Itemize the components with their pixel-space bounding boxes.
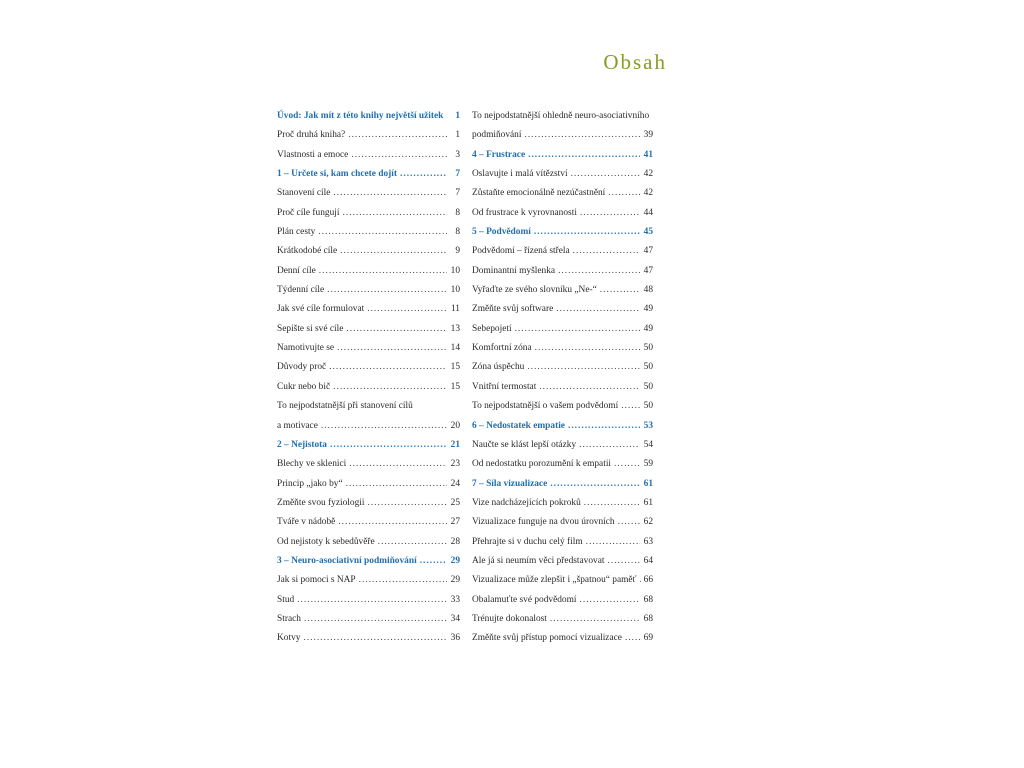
- toc-entry-title: Plán cesty: [277, 227, 316, 238]
- toc-entry-title: 4 – Frustrace: [472, 149, 526, 160]
- toc-entry: [472, 552, 653, 571]
- toc-entry: [277, 184, 460, 203]
- toc-entry-title: 3 – Neuro-asociativní podmiňování: [277, 555, 417, 566]
- toc-entry: [472, 320, 653, 339]
- toc-page-number: 34: [450, 613, 460, 624]
- toc-entry: [472, 610, 653, 629]
- toc-entry-title: podmiňování: [472, 130, 522, 141]
- toc-chapter-entry: [472, 146, 653, 165]
- toc-entry: [472, 107, 653, 126]
- toc-page-number: 15: [450, 362, 460, 373]
- toc-leader-dots: [534, 223, 640, 242]
- toc-entry-title: 1 – Určete si, kam chcete dojít: [277, 169, 398, 180]
- toc-entry-title: Zóna úspěchu: [472, 362, 525, 373]
- toc-leader-dots: [333, 184, 447, 203]
- toc-entry: [277, 397, 460, 416]
- toc-entry: [472, 242, 653, 261]
- toc-entry-title: Obalamuťte své podvědomí: [472, 594, 577, 605]
- toc-chapter-entry: [277, 107, 460, 126]
- toc-page-number: 11: [450, 304, 460, 315]
- toc-entry-title: Strach: [277, 613, 301, 624]
- toc-leader-dots: [556, 300, 640, 319]
- toc-entry: [472, 126, 653, 145]
- toc-leader-dots: [378, 533, 447, 552]
- toc-entry: [277, 146, 460, 165]
- toc-entry: [277, 378, 460, 397]
- toc-entry-title: Proč cíle fungují: [277, 207, 340, 218]
- toc-leader-dots: [618, 513, 640, 532]
- toc-entry: [277, 417, 460, 436]
- toc-leader-dots: [539, 378, 640, 397]
- toc-leader-dots: [333, 378, 447, 397]
- toc-chapter-entry: [472, 417, 653, 436]
- toc-leader-dots: [515, 320, 640, 339]
- toc-page-number: 3: [455, 149, 460, 160]
- toc-entry: [277, 571, 460, 590]
- toc-entry: [472, 339, 653, 358]
- toc-entry: [277, 281, 460, 300]
- toc-page-number: 7: [455, 169, 460, 180]
- toc-entry-title: Komfortní zóna: [472, 343, 532, 354]
- toc-leader-dots: [327, 281, 447, 300]
- toc-leader-dots: [330, 436, 447, 455]
- toc-page-number: 54: [643, 439, 653, 450]
- toc-entry: [277, 533, 460, 552]
- toc-page-number: 24: [450, 478, 460, 489]
- toc-leader-dots: [340, 242, 447, 261]
- toc-right-column: [472, 107, 653, 649]
- toc-page-number: 23: [450, 459, 460, 470]
- toc-entry-title: 7 – Síla vizualizace: [472, 478, 548, 489]
- toc-page-number: 15: [450, 381, 460, 392]
- toc-page-number: 66: [643, 575, 653, 586]
- toc-entry: [472, 513, 653, 532]
- toc-entry-title: 2 – Nejistota: [277, 439, 327, 450]
- toc-entry: [472, 571, 653, 590]
- toc-leader-dots: [558, 262, 640, 281]
- toc-entry: [277, 126, 460, 145]
- toc-entry-title: Vyřaďte ze svého slovníku „Ne-“: [472, 285, 597, 296]
- toc-page-number: 27: [450, 517, 460, 528]
- toc-page-number: 45: [643, 227, 653, 238]
- toc-entry-title: Ale já si neumím věci představovat: [472, 555, 605, 566]
- toc-page-number: 69: [643, 633, 653, 644]
- toc-entry-title: Blechy ve sklenici: [277, 459, 347, 470]
- toc-page-number: 49: [643, 323, 653, 334]
- toc-page-number: 44: [643, 207, 653, 218]
- toc-entry-title: Od nedostatku porozumění k empatii: [472, 459, 612, 470]
- toc-leader-dots: [580, 591, 640, 610]
- toc-entry: [472, 204, 653, 223]
- toc-entry-title: Důvody proč: [277, 362, 327, 373]
- toc-entry: [472, 436, 653, 455]
- toc-entry: [472, 378, 653, 397]
- toc-entry-title: Od frustrace k vyrovnanosti: [472, 207, 577, 218]
- toc-page-number: 49: [643, 304, 653, 315]
- toc-entry: [472, 358, 653, 377]
- toc-entry: [277, 494, 460, 513]
- toc-page-number: 53: [643, 420, 653, 431]
- toc-leader-dots: [338, 513, 447, 532]
- toc-leader-dots: [303, 629, 447, 648]
- toc-leader-dots: [346, 320, 447, 339]
- toc-entry: [277, 513, 460, 532]
- toc-chapter-entry: [472, 475, 653, 494]
- toc-entry: [472, 494, 653, 513]
- toc-leader-dots: [571, 165, 640, 184]
- toc-page-number: 50: [643, 362, 653, 373]
- toc-entry-title: Cukr nebo bič: [277, 381, 331, 392]
- toc-entry-title: Dominantní myšlenka: [472, 265, 556, 276]
- toc-entry-title: Vizualizace může zlepšit i „špatnou“ paměť: [472, 575, 637, 586]
- toc-leader-dots: [348, 126, 447, 145]
- toc-page-number: 61: [643, 478, 653, 489]
- toc-leader-dots: [550, 475, 640, 494]
- toc-leader-dots: [297, 591, 447, 610]
- toc-entry: [472, 397, 653, 416]
- toc-leader-dots: [528, 146, 640, 165]
- toc-leader-dots: [359, 571, 447, 590]
- toc-entry: [277, 262, 460, 281]
- toc-leader-dots: [600, 281, 640, 300]
- toc-entry-title: Sebepojetí: [472, 323, 512, 334]
- toc-page-number: 39: [643, 130, 653, 141]
- toc-entry: [472, 629, 653, 648]
- toc-entry: [277, 339, 460, 358]
- toc-entry: [277, 358, 460, 377]
- toc-entry-title: Trénujte dokonalost: [472, 613, 547, 624]
- toc-leader-dots: [614, 455, 640, 474]
- toc-leader-dots: [580, 204, 640, 223]
- toc-page-number: 41: [643, 149, 653, 160]
- toc-leader-dots: [343, 204, 448, 223]
- toc-entry-title: Krátkodobé cíle: [277, 246, 338, 257]
- page-title: Obsah: [603, 50, 667, 74]
- toc-page-number: 61: [643, 497, 653, 508]
- toc-entry-title: Přehrajte si v duchu celý film: [472, 536, 583, 547]
- toc-entry-title: Stud: [277, 594, 295, 605]
- toc-leader-dots: [319, 262, 447, 281]
- toc-page-number: 10: [450, 285, 460, 296]
- toc-entry: [472, 184, 653, 203]
- toc-entry-title: Oslavujte i malá vítězství: [472, 169, 568, 180]
- toc-entry: [277, 629, 460, 648]
- toc-leader-dots: [527, 358, 640, 377]
- toc-leader-dots: [586, 533, 640, 552]
- toc-page-number: 9: [455, 246, 460, 257]
- toc-page-number: 29: [450, 555, 460, 566]
- toc-leader-dots: [351, 146, 447, 165]
- toc-chapter-entry: [277, 436, 460, 455]
- toc-entry: [277, 475, 460, 494]
- toc-leader-dots: [318, 223, 447, 242]
- toc-page-number: 21: [450, 439, 460, 450]
- toc-entry-title: 6 – Nedostatek empatie: [472, 420, 565, 431]
- toc-entry: [277, 223, 460, 242]
- toc-page-number: 28: [450, 536, 460, 547]
- toc-page-number: 7: [455, 188, 460, 199]
- toc-entry-title: To nejpodstatnější o vašem podvědomí: [472, 401, 619, 412]
- toc-page-number: 20: [450, 420, 460, 431]
- toc-leader-dots: [321, 417, 447, 436]
- toc-entry-title: Princip „jako by“: [277, 478, 343, 489]
- toc-chapter-entry: [277, 552, 460, 571]
- toc-entry: [277, 591, 460, 610]
- toc-page-number: 42: [643, 188, 653, 199]
- toc-page-number: 68: [643, 594, 653, 605]
- toc-entry-title: a motivace: [277, 420, 318, 431]
- toc-entry: [277, 242, 460, 261]
- toc-page-number: 68: [643, 613, 653, 624]
- toc-entry-title: Tváře v nádobě: [277, 517, 336, 528]
- toc-entry: [472, 262, 653, 281]
- toc-page-number: 59: [643, 459, 653, 470]
- toc-leader-dots: [367, 300, 447, 319]
- toc-leader-dots: [337, 339, 447, 358]
- toc-leader-dots: [625, 629, 640, 648]
- toc-entry-title: Změňte svou fyziologii: [277, 497, 365, 508]
- toc-entry: [472, 455, 653, 474]
- toc-entry-title: Změňte svůj přístup pomocí vizualizace: [472, 633, 622, 644]
- toc-page-number: 47: [643, 265, 653, 276]
- toc-leader-dots: [349, 455, 447, 474]
- toc-page-number: 42: [643, 169, 653, 180]
- toc-entry-title: Podvědomí – řízená střela: [472, 246, 570, 257]
- toc-leader-dots: [346, 475, 447, 494]
- toc-leader-dots: [420, 552, 447, 571]
- toc-entry-title: Kotvy: [277, 633, 301, 644]
- toc-entry: [472, 165, 653, 184]
- toc-page-number: 8: [455, 207, 460, 218]
- toc-leader-dots: [579, 436, 640, 455]
- toc-page-number: 8: [455, 227, 460, 238]
- toc-entry-title: Vnitřní termostat: [472, 381, 537, 392]
- toc-entry-title: Změňte svůj software: [472, 304, 554, 315]
- toc-page-number: 62: [643, 517, 653, 528]
- toc-leader-dots: [584, 494, 640, 513]
- toc-entry-title: Proč druhá kniha?: [277, 130, 346, 141]
- toc-entry: [472, 591, 653, 610]
- toc-leader-dots: [621, 397, 640, 416]
- toc-entry-title: Od nejistoty k sebedůvěře: [277, 536, 375, 547]
- toc-leader-dots: [400, 165, 447, 184]
- toc-page-number: 33: [450, 594, 460, 605]
- toc-entry-title: Vlastnosti a emoce: [277, 149, 349, 160]
- toc-page-number: 50: [643, 343, 653, 354]
- toc-chapter-entry: [472, 223, 653, 242]
- toc-page-number: 64: [643, 555, 653, 566]
- toc-leader-dots: [608, 552, 640, 571]
- toc-page-number: 36: [450, 633, 460, 644]
- toc-entry-title: To nejpodstatnější při stanovení cílů: [277, 401, 413, 412]
- toc-entry-title: Vize nadcházejících pokroků: [472, 497, 581, 508]
- toc-leader-dots: [304, 610, 447, 629]
- toc-entry: [277, 204, 460, 223]
- toc-page-number: 25: [450, 497, 460, 508]
- toc-page-number: 50: [643, 401, 653, 412]
- toc-entry-title: Naučte se klást lepší otázky: [472, 439, 577, 450]
- toc-leader-dots: [524, 126, 640, 145]
- toc-page-number: 10: [450, 265, 460, 276]
- toc-page-number: 48: [643, 285, 653, 296]
- toc-leader-dots: [329, 358, 447, 377]
- toc-page-number: 29: [450, 575, 460, 586]
- toc-entry-title: Denní cíle: [277, 265, 316, 276]
- toc-leader-dots: [568, 417, 640, 436]
- toc-left-column: [277, 107, 460, 649]
- toc-entry: [277, 610, 460, 629]
- toc-leader-dots: [608, 184, 640, 203]
- toc-page-number: 63: [643, 536, 653, 547]
- toc-entry: [472, 533, 653, 552]
- toc-entry-title: Zůstaňte emocionálně nezúčastnění: [472, 188, 606, 199]
- toc-page-number: 1: [455, 130, 460, 141]
- toc-entry-title: Namotivujte se: [277, 343, 335, 354]
- toc-entry: [277, 320, 460, 339]
- toc-entry-title: 5 – Podvědomí: [472, 227, 531, 238]
- toc-entry-title: Sepište si své cíle: [277, 323, 344, 334]
- toc-entry-title: To nejpodstatnější ohledně neuro-asociativního: [472, 111, 650, 121]
- toc-page-number: 1: [455, 111, 460, 121]
- toc-chapter-entry: [277, 165, 460, 184]
- toc-leader-dots: [573, 242, 640, 261]
- toc-entry: [472, 281, 653, 300]
- toc-page-number: 50: [643, 381, 653, 392]
- toc-page-number: 47: [643, 246, 653, 257]
- toc-entry-title: Jak si pomoci s NAP: [277, 575, 356, 586]
- toc-entry-title: Vizualizace funguje na dvou úrovních: [472, 517, 615, 528]
- toc-entry: [277, 455, 460, 474]
- toc-entry-title: Stanovení cíle: [277, 188, 331, 199]
- toc-page-number: 14: [450, 343, 460, 354]
- toc-entry-title: Jak své cíle formulovat: [277, 304, 365, 315]
- toc-leader-dots: [535, 339, 640, 358]
- toc-leader-dots: [550, 610, 640, 629]
- toc-entry-title: Úvod: Jak mít z této knihy největší užitek: [277, 111, 444, 121]
- toc-entry: [277, 300, 460, 319]
- toc-leader-dots: [367, 494, 447, 513]
- toc-entry-title: Týdenní cíle: [277, 285, 325, 296]
- toc-page-number: 13: [450, 323, 460, 334]
- toc-entry: [472, 300, 653, 319]
